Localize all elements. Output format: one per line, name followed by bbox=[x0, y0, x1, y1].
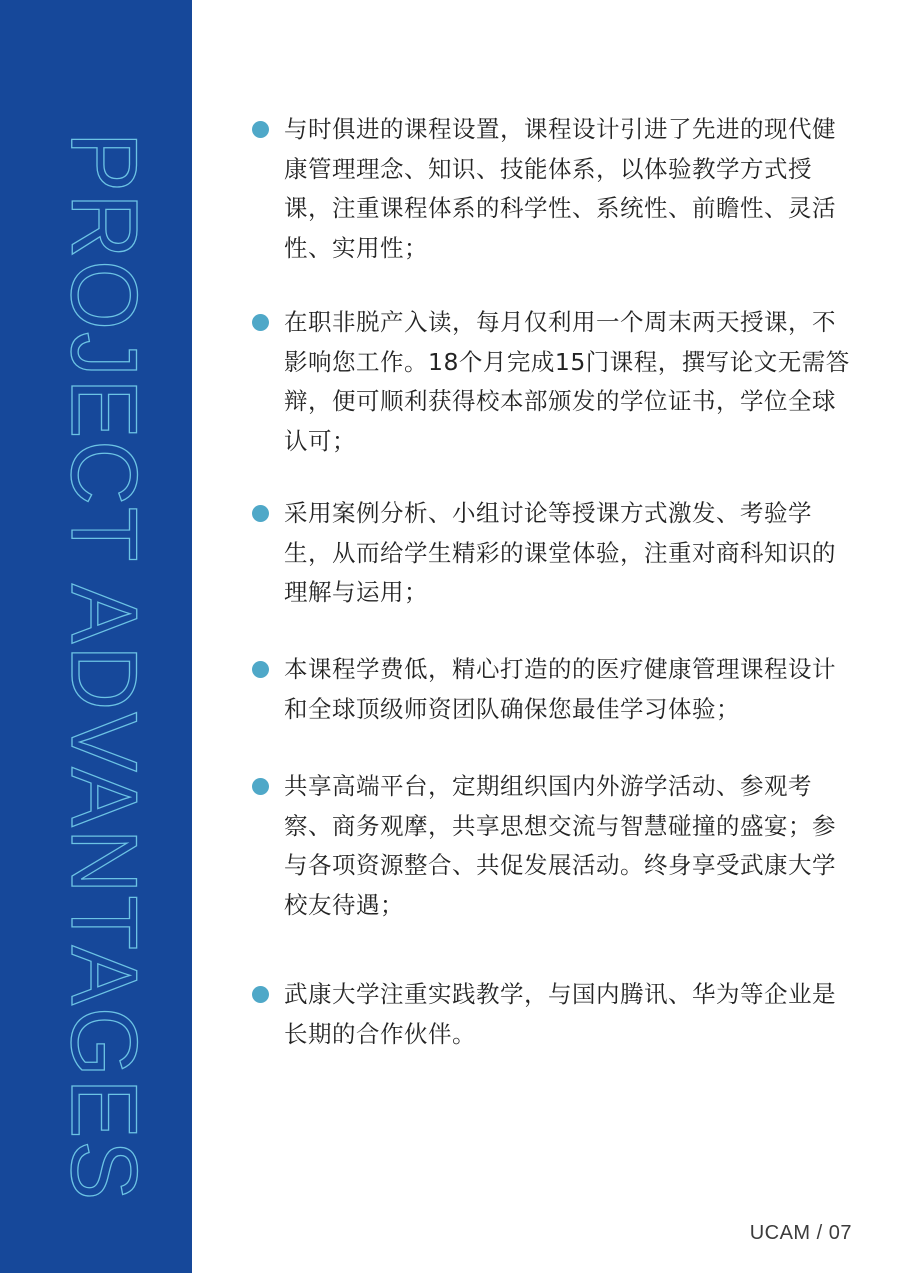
advantage-text: 共享高端平台，定期组织国内外游学活动、参观考察、商务观摩，共享思想交流与智慧碰撞的盛宴；参与各项资源整合、共促发展活动。终身享受武康大学校友待遇； bbox=[284, 772, 836, 919]
bullet-dot-icon bbox=[252, 505, 269, 522]
bullet-dot-icon bbox=[252, 778, 269, 795]
bullet-dot-icon bbox=[252, 661, 269, 678]
bullet-dot-icon bbox=[252, 121, 269, 138]
vertical-title-graphic bbox=[0, 0, 192, 1273]
advantage-item bbox=[250, 494, 850, 613]
page-number: UCAM / 07 bbox=[749, 1222, 852, 1244]
bullet-dot-icon bbox=[252, 986, 269, 1003]
advantage-text: 武康大学注重实践教学，与国内腾讯、华为等企业是长期的合作伙伴。 bbox=[284, 980, 836, 1048]
advantage-text: 与时俱进的课程设置，课程设计引进了先进的现代健康管理理念、知识、技能体系，以体验教学方式授课，注重课程体系的科学性、系统性、前瞻性、灵活性、实用性； bbox=[284, 115, 836, 262]
advantage-text: 本课程学费低，精心打造的的医疗健康管理课程设计和全球顶级师资团队确保您最佳学习体验； bbox=[284, 655, 836, 723]
advantage-text: 采用案例分析、小组讨论等授课方式激发、考验学生，从而给学生精彩的课堂体验，注重对商科知识的理解与运用； bbox=[284, 499, 836, 606]
advantage-text: 在职非脱产入读，每月仅利用一个周末两天授课，不影响您工作。18个月完成15门课程，撰写论文无需答辩，便可顺利获得校本部颁发的学位证书，学位全球认可； bbox=[284, 308, 850, 455]
advantage-item bbox=[250, 110, 850, 268]
advantage-item bbox=[250, 975, 850, 1054]
advantage-item bbox=[250, 767, 850, 925]
advantage-item bbox=[250, 303, 850, 461]
side-bar bbox=[0, 0, 192, 1273]
bullet-dot-icon bbox=[252, 314, 269, 331]
advantage-item bbox=[250, 650, 850, 729]
vertical-title: PROJECT ADVANTAGES bbox=[52, 132, 157, 1255]
